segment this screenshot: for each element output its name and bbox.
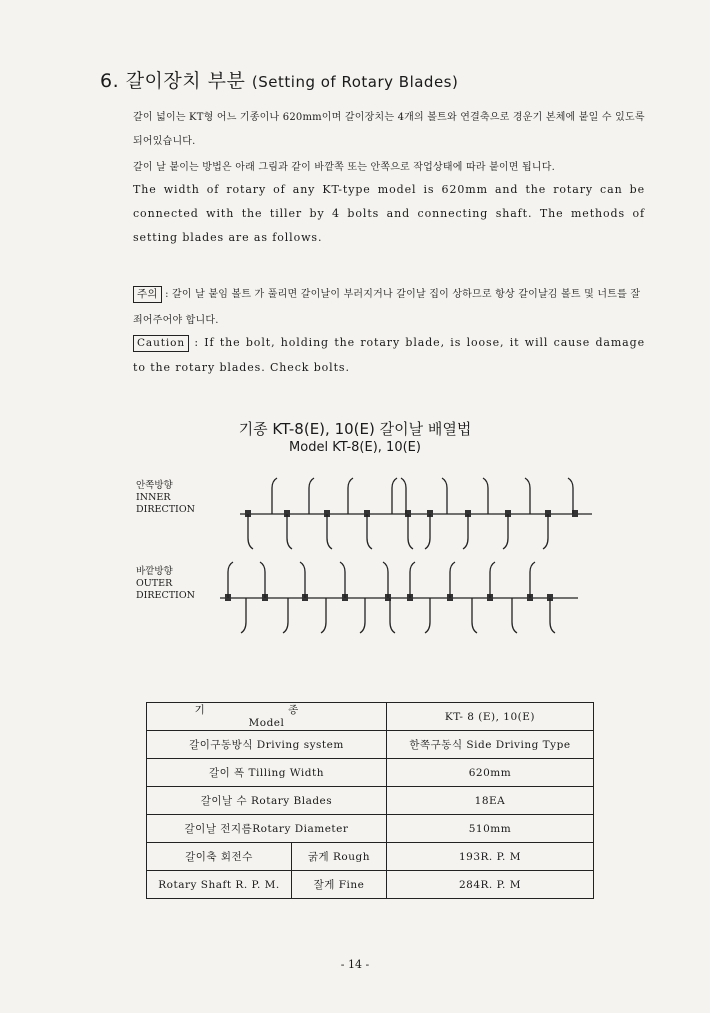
- page-number: - 14 -: [340, 958, 370, 971]
- blade-up: [410, 562, 415, 598]
- blade-up: [348, 478, 353, 514]
- blade-up: [228, 562, 233, 598]
- blade-up: [483, 478, 488, 514]
- blade-down: [408, 514, 413, 549]
- blade-down: [463, 514, 468, 549]
- outer-blade-row: [220, 562, 578, 633]
- model-label-ko: 기 종: [194, 703, 339, 716]
- blade-down: [425, 598, 430, 633]
- intro-paragraph-ko-1: 갈이 넓이는 KT형 어느 기종이나 620mm이며 갈이장치는 4개의 볼트와 연결축으로 경운기 본체에 붙일 수 있도록 되어있습니다.: [133, 112, 645, 147]
- outer-label-en-2: DIRECTION: [136, 590, 195, 601]
- blade-down: [425, 514, 430, 549]
- blade-down: [287, 514, 292, 549]
- blade-down: [321, 598, 326, 633]
- blade-up: [392, 478, 397, 514]
- notice-ko-text: : 갈이 날 붙임 볼트 가 풀리면 갈이날이 부러지거나 갈이날 집이 상하므로 항상 갈이날김 볼트 및 너트를 잘 죄어주어야 합니다.: [133, 289, 641, 326]
- row-value: 18EA: [386, 787, 593, 815]
- blade-down: [550, 598, 555, 633]
- row-value: 한쪽구동식 Side Driving Type: [386, 731, 593, 759]
- blade-down: [503, 514, 508, 549]
- rpm-label-ko: 갈이축 회전수: [147, 843, 292, 871]
- section-number: 6.: [100, 70, 120, 92]
- blade-up: [340, 562, 345, 598]
- rpm-rough-value: 193R. P. M: [386, 843, 593, 871]
- blade-up: [272, 478, 277, 514]
- inner-blade-row: [240, 478, 592, 549]
- notice-en-text: : If the bolt, holding the rotary blade, is loose, it will cause damage to the rotary blades. Check bolts.: [133, 336, 645, 374]
- row-label: 갈이날 수 Rotary Blades: [147, 787, 387, 815]
- blade-down: [327, 514, 332, 549]
- row-value: 510mm: [386, 815, 593, 843]
- intro-paragraph-en: The width of rotary of any KT-type model is 620mm and the rotary can be connected with the tiller by 4 bolts and connecting shaft. The methods of setting blades are as follows.: [133, 183, 645, 244]
- outer-label-ko: 바깥방향: [136, 566, 173, 577]
- diagram-title-ko: 기종 KT-8(E), 10(E) 갈이날 배열법: [238, 420, 472, 438]
- table-row: [147, 815, 594, 843]
- notice-ko-label: 주의: [133, 286, 162, 303]
- model-value-cell: KT- 8 (E), 10(E): [386, 703, 593, 731]
- blade-down: [543, 514, 548, 549]
- rpm-fine-value: 284R. P. M: [386, 871, 593, 899]
- blade-up: [260, 562, 265, 598]
- table-row: [147, 759, 594, 787]
- blade-up: [401, 478, 406, 514]
- row-value: 620mm: [386, 759, 593, 787]
- blade-up: [383, 562, 388, 598]
- blade-down: [283, 598, 288, 633]
- blade-down: [390, 598, 395, 633]
- row-label: 갈이날 전지름Rotary Diameter: [147, 815, 387, 843]
- blade-up: [442, 478, 447, 514]
- blade-down: [367, 514, 372, 549]
- model-label-en: Model: [248, 716, 285, 729]
- rpm-rough-label: 굵게 Rough: [292, 843, 387, 871]
- inner-label-en-2: DIRECTION: [136, 504, 195, 515]
- table-row: [147, 731, 594, 759]
- diagram-title-en: Model KT-8(E), 10(E): [289, 440, 421, 455]
- blade-up: [568, 478, 573, 514]
- blade-down: [512, 598, 517, 633]
- table-row-rpm-fine: [147, 871, 594, 899]
- intro-paragraph-ko-2: 갈이 날 붙이는 방법은 아래 그림과 같이 바깥쪽 또는 안쪽으로 작업상태에 따라 붙이면 됩니다.: [133, 162, 555, 173]
- blade-up: [490, 562, 495, 598]
- section-title-en: (Setting of Rotary Blades): [251, 73, 459, 91]
- blade-up: [530, 562, 535, 598]
- table-row: [147, 787, 594, 815]
- outer-label-en-1: OUTER: [136, 578, 173, 589]
- blade-down: [472, 598, 477, 633]
- blade-up: [450, 562, 455, 598]
- inner-label-ko: 안쪽방향: [136, 480, 173, 491]
- blade-down: [248, 514, 253, 549]
- rpm-fine-label: 잘게 Fine: [292, 871, 387, 899]
- blade-up: [309, 478, 314, 514]
- table-row-rpm-rough: [147, 843, 594, 871]
- section-title-ko: 갈이장치 부분: [125, 70, 246, 92]
- blade-down: [241, 598, 246, 633]
- blade-down: [360, 598, 365, 633]
- row-label: 갈이 폭 Tilling Width: [147, 759, 387, 787]
- row-label: 갈이구동방식 Driving system: [147, 731, 387, 759]
- blade-up: [300, 562, 305, 598]
- table-row-model: [147, 703, 594, 731]
- inner-label-en-1: INNER: [136, 492, 171, 503]
- notice-en-label: Caution: [133, 335, 189, 352]
- rpm-label-en: Rotary Shaft R. P. M.: [147, 871, 292, 899]
- blade-up: [525, 478, 530, 514]
- model-label-cell: [147, 703, 387, 731]
- spec-table: [146, 702, 594, 899]
